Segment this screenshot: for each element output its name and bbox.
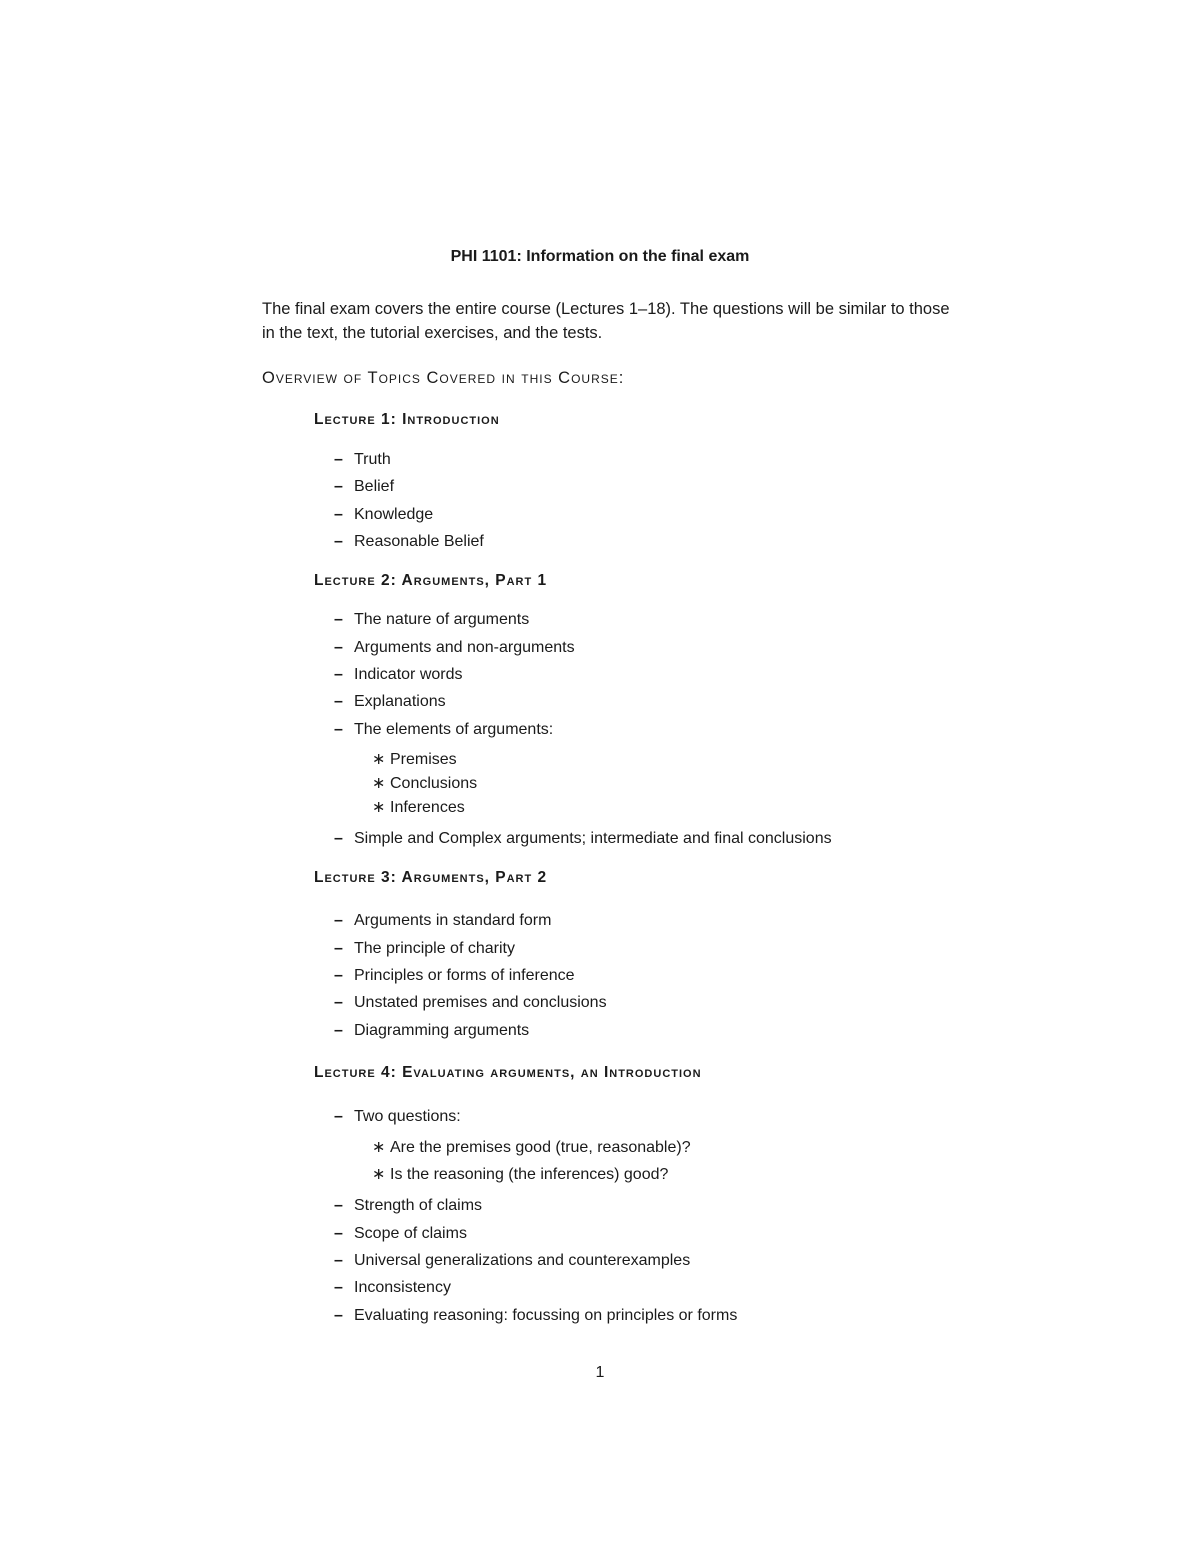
star-bullet: ∗ — [372, 1166, 386, 1183]
dash-bullet: – — [334, 478, 343, 495]
dash-bullet: – — [334, 994, 343, 1011]
sub-list-item — [372, 1137, 691, 1159]
dash-bullet: – — [334, 940, 343, 957]
dash-bullet: – — [334, 611, 343, 628]
list-item-text: Diagramming arguments — [354, 1022, 530, 1039]
dash-bullet: – — [334, 1022, 343, 1039]
dash-bullet: – — [334, 967, 343, 984]
list-item-text: The principle of charity — [354, 940, 515, 957]
list-item-text: Belief — [354, 478, 395, 495]
list-item — [334, 1223, 467, 1245]
lecture-2-heading: Lecture 2: Arguments, Part 1 — [314, 572, 548, 589]
list-item-text: Truth — [354, 451, 391, 468]
dash-bullet: – — [334, 1197, 343, 1214]
list-item — [334, 504, 433, 526]
dash-bullet: – — [334, 1225, 343, 1242]
dash-bullet: – — [334, 666, 343, 683]
dash-bullet: – — [334, 1307, 343, 1324]
dash-bullet: – — [334, 1252, 343, 1269]
star-bullet: ∗ — [372, 1139, 386, 1156]
list-item — [334, 1250, 690, 1272]
list-item-text: Arguments in standard form — [354, 912, 552, 929]
dash-bullet: – — [334, 533, 343, 550]
sub-list-item — [372, 773, 477, 795]
star-bullet: ∗ — [372, 799, 386, 816]
list-item-text: Inconsistency — [354, 1279, 451, 1296]
lecture-1-heading: Lecture 1: Introduction — [314, 411, 500, 428]
dash-bullet: – — [334, 1279, 343, 1296]
list-item-text: Two questions: — [354, 1108, 461, 1125]
list-item — [334, 691, 446, 713]
lecture-3-heading: Lecture 3: Arguments, Part 2 — [314, 869, 548, 886]
sub-list-item-text: Conclusions — [390, 775, 478, 792]
list-item-text: Indicator words — [354, 666, 463, 683]
intro-paragraph: The final exam covers the entire course (Lectures 1–18). The questions will be similar to those in the text, the tutorial exercises, and the tests. — [262, 300, 950, 342]
dash-bullet: – — [334, 506, 343, 523]
star-bullet: ∗ — [372, 751, 386, 768]
list-item — [334, 1020, 529, 1042]
list-item-text: The elements of arguments: — [354, 721, 554, 738]
list-item — [334, 637, 575, 659]
list-item-text: Arguments and non-arguments — [354, 639, 575, 656]
list-item-text: Reasonable Belief — [354, 533, 484, 550]
list-item — [334, 609, 529, 631]
list-item — [334, 910, 551, 932]
list-item-text: Universal generalizations and counterexamples — [354, 1252, 691, 1269]
sub-list-item-text: Premises — [390, 751, 457, 768]
list-item — [334, 664, 463, 686]
sub-list-item — [372, 749, 457, 771]
dash-bullet: – — [334, 830, 343, 847]
lecture-4-heading: Lecture 4: Evaluating arguments, an Introduction — [314, 1064, 702, 1081]
star-bullet: ∗ — [372, 775, 386, 792]
list-item — [334, 476, 394, 498]
dash-bullet: – — [334, 451, 343, 468]
list-item-text: Explanations — [354, 693, 446, 710]
sub-list-item-text: Inferences — [390, 799, 465, 816]
list-item-text: Principles or forms of inference — [354, 967, 575, 984]
list-item — [334, 1195, 482, 1217]
list-item-text: Simple and Complex arguments; intermediate and final conclusions — [354, 830, 832, 847]
list-item — [334, 1277, 451, 1299]
list-item-text: Strength of claims — [354, 1197, 483, 1214]
dash-bullet: – — [334, 639, 343, 656]
list-item-text: Evaluating reasoning: focussing on principles or forms — [354, 1307, 738, 1324]
dash-bullet: – — [334, 693, 343, 710]
dash-bullet: – — [334, 721, 343, 738]
list-item-text: Knowledge — [354, 506, 434, 523]
list-item — [334, 531, 484, 553]
list-item-text: Unstated premises and conclusions — [354, 994, 607, 1011]
list-item — [334, 449, 391, 471]
dash-bullet: – — [334, 912, 343, 929]
list-item-text: Scope of claims — [354, 1225, 467, 1242]
list-item — [334, 828, 832, 850]
dash-bullet: – — [334, 1108, 343, 1125]
sub-list-item-text: Is the reasoning (the inferences) good? — [390, 1166, 669, 1183]
page-title: PHI 1101: Information on the final exam — [450, 248, 750, 265]
list-item — [334, 965, 575, 987]
page-number: 1 — [595, 1364, 605, 1381]
sub-list-item-text: Are the premises good (true, reasonable)? — [390, 1139, 691, 1156]
sub-list-item — [372, 1164, 668, 1186]
sub-list-item — [372, 797, 465, 819]
list-item — [334, 1106, 461, 1128]
overview-heading: Overview of Topics Covered in this Course: — [262, 369, 625, 387]
list-item — [334, 938, 515, 960]
list-item — [334, 1305, 737, 1327]
list-item-text: The nature of arguments — [354, 611, 530, 628]
list-item — [334, 719, 553, 741]
list-item — [334, 992, 607, 1014]
